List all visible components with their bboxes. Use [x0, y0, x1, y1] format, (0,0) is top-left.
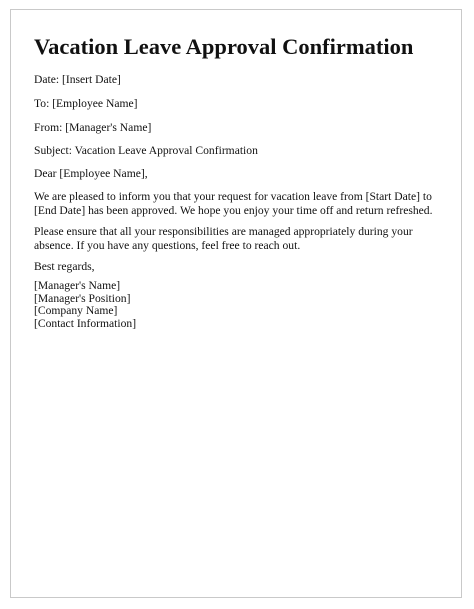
salutation: Dear [Employee Name],	[34, 167, 148, 180]
body-paragraph-approval: We are pleased to inform you that your request for vacation leave from [Start Date] to [End Date] has been approved. We hope you enjoy your time off and return refreshed.	[34, 190, 433, 217]
body-paragraph-responsibilities: Please ensure that all your responsibilities are managed appropriately during your absence. If you have any questions, feel free to reach out.	[34, 225, 413, 252]
letter-page	[10, 9, 462, 598]
letter-title: Vacation Leave Approval Confirmation	[34, 34, 414, 59]
to-line: To: [Employee Name]	[34, 97, 138, 110]
signature-contact: [Contact Information]	[34, 316, 137, 330]
signature-company: [Company Name]	[34, 304, 118, 318]
date-line: Date: [Insert Date]	[34, 73, 121, 86]
from-line: From: [Manager's Name]	[34, 121, 152, 134]
subject-line: Subject: Vacation Leave Approval Confirmation	[34, 144, 258, 157]
closing: Best regards,	[34, 260, 95, 273]
signature-position: [Manager's Position]	[34, 291, 131, 305]
signature-block	[34, 280, 136, 330]
signature-name: [Manager's Name]	[34, 279, 121, 292]
